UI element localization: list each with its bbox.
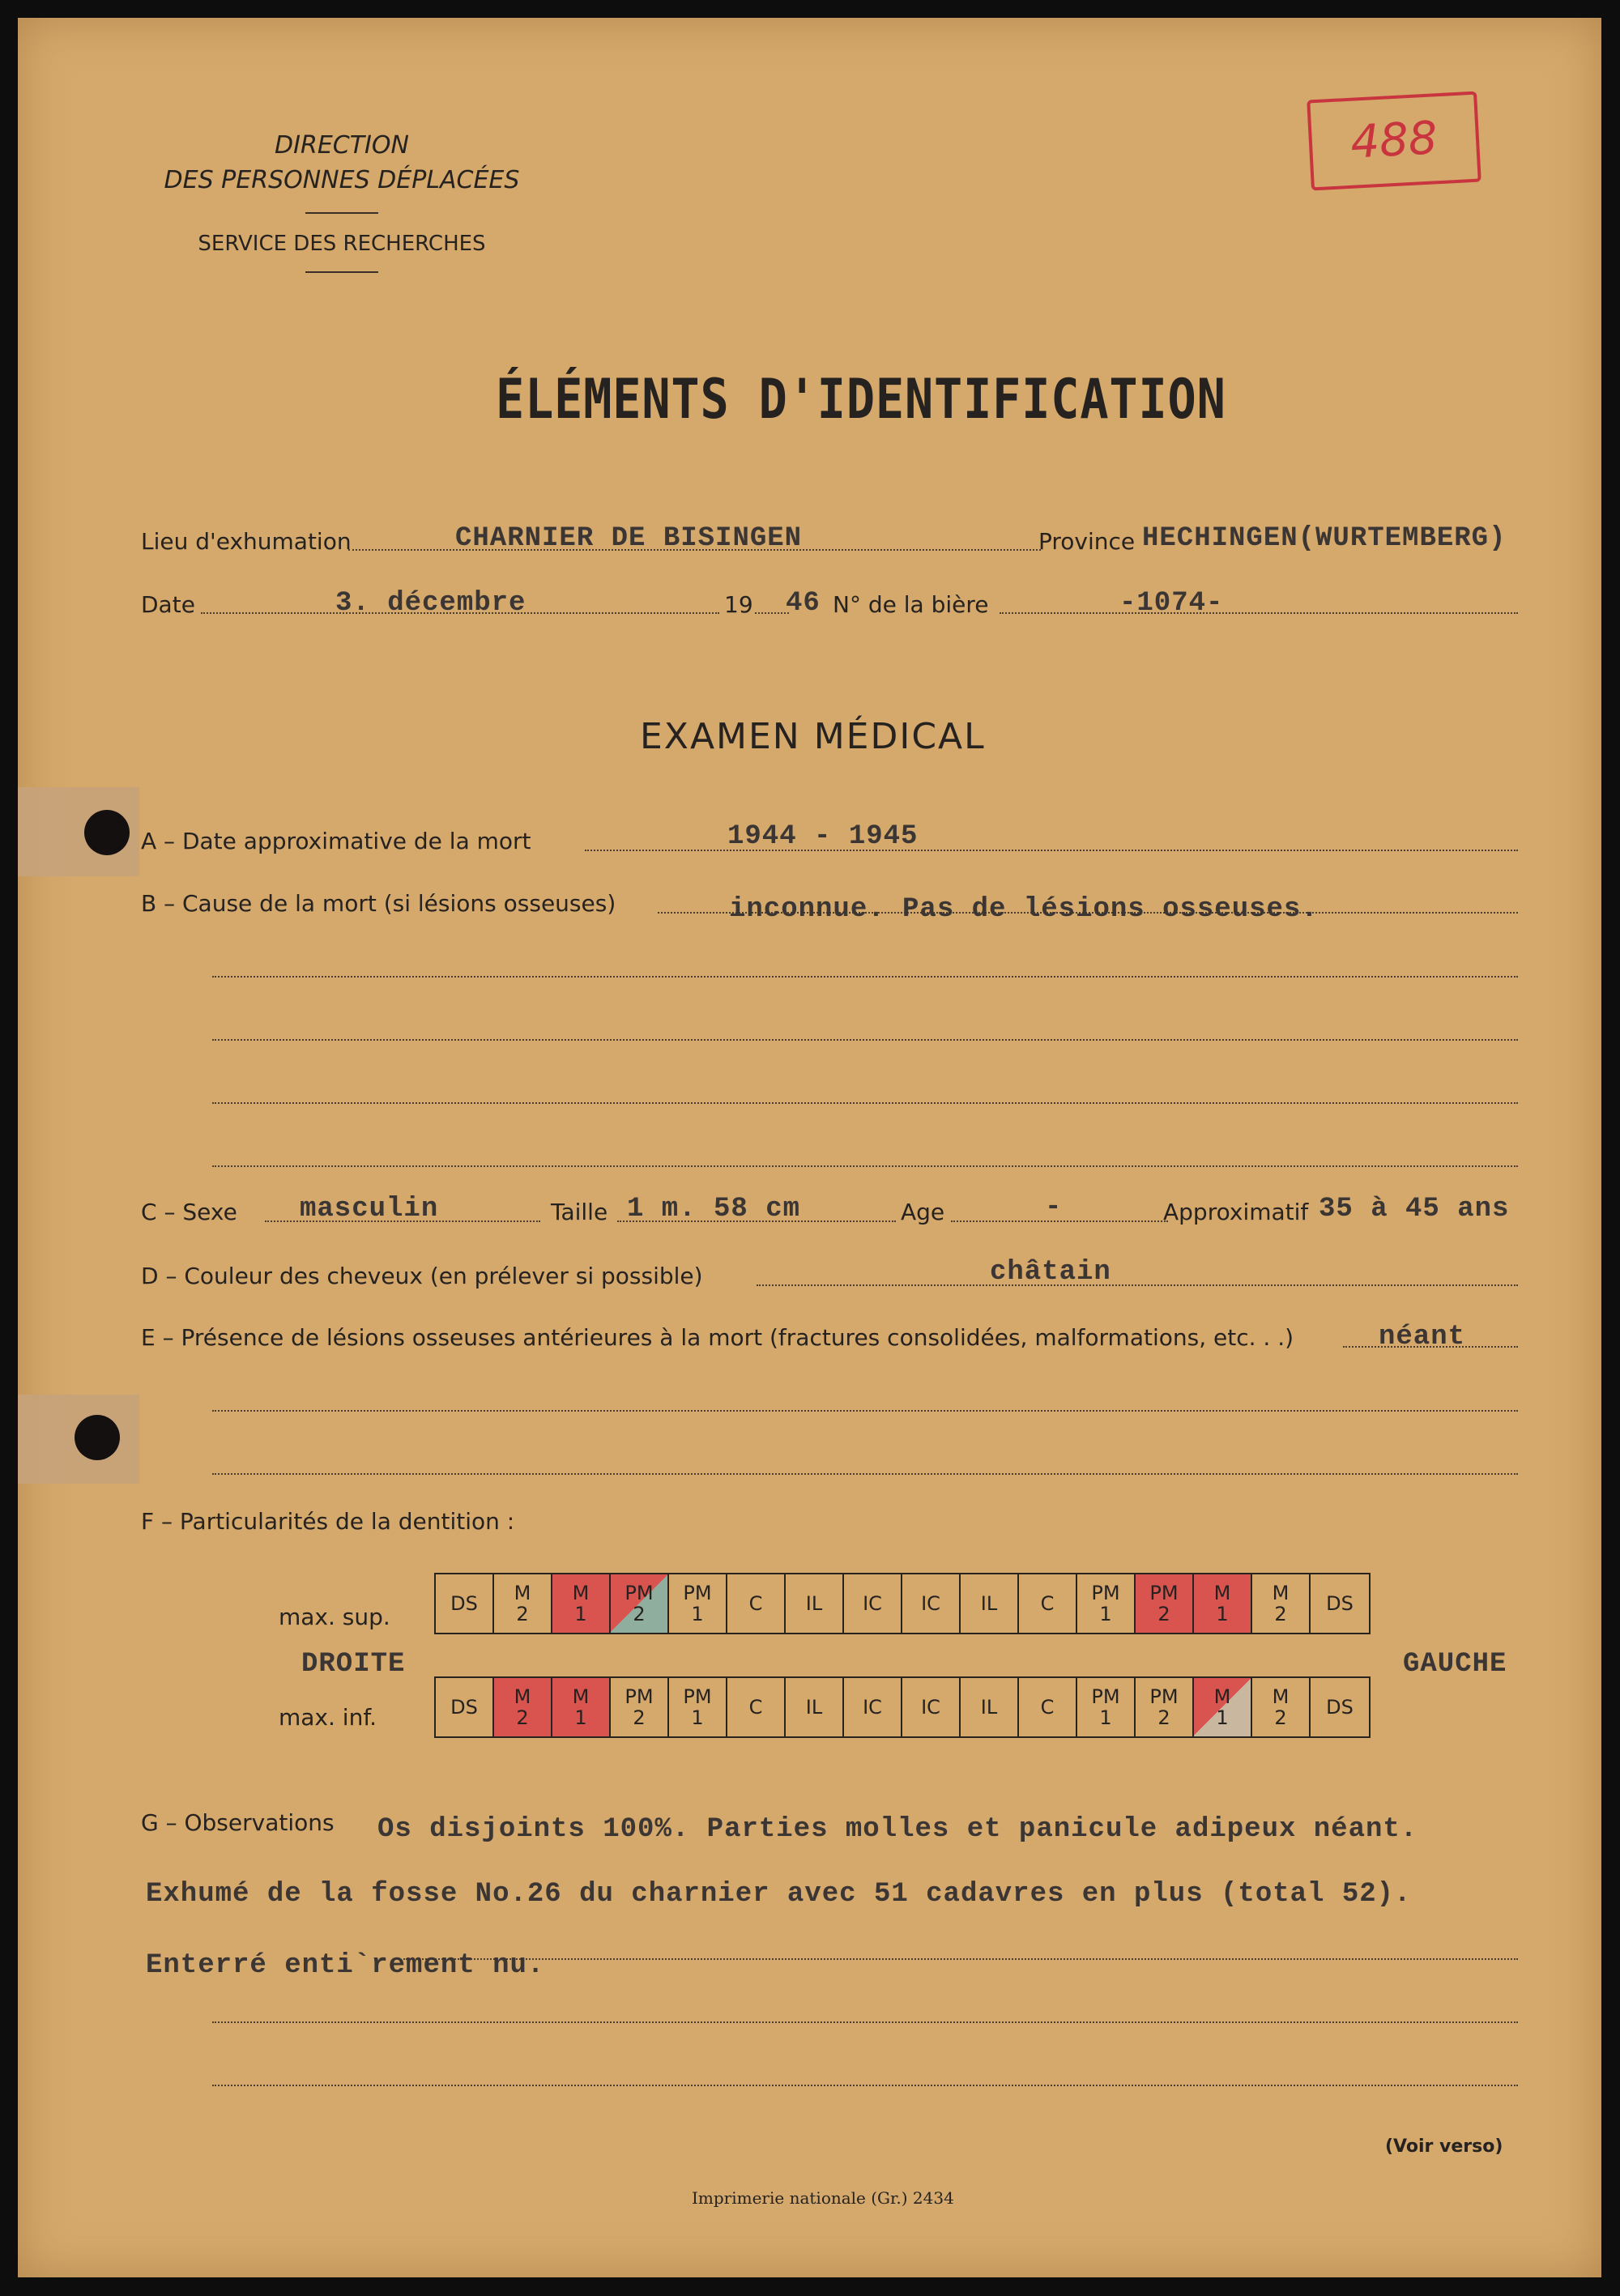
province-label: Province	[1038, 528, 1136, 555]
tooth-cell	[611, 1678, 669, 1736]
tooth-cell	[1136, 1574, 1194, 1633]
tooth-cell	[1019, 1574, 1077, 1633]
tooth-type: IL	[805, 1695, 823, 1719]
tooth-type: IC	[921, 1695, 940, 1719]
tooth-number: 1	[691, 1603, 704, 1625]
header-service: SERVICE DES RECHERCHES	[198, 232, 486, 256]
max-inf-label: max. inf.	[279, 1704, 377, 1731]
tooth-cell	[1136, 1678, 1194, 1736]
tooth-cell	[1194, 1678, 1252, 1736]
tooth-type: C	[1040, 1695, 1055, 1719]
upper-teeth-chart	[434, 1573, 1371, 1634]
form-page	[18, 18, 1601, 2277]
tooth-type: PM	[625, 1581, 654, 1604]
tooth-cell	[669, 1678, 727, 1736]
lieu-value: CHARNIER DE BISINGEN	[455, 523, 803, 554]
c-sexe-value: masculin	[300, 1194, 439, 1225]
header-divider	[305, 212, 378, 214]
dotted-line	[212, 2085, 1518, 2086]
tooth-type: PM	[683, 1581, 712, 1604]
tooth-cell	[1311, 1574, 1369, 1633]
tooth-type: DS	[1326, 1695, 1354, 1719]
g-label: G – Observations	[141, 1809, 335, 1836]
tooth-number: 2	[633, 1706, 646, 1729]
tooth-cell	[1194, 1574, 1252, 1633]
f-label: F – Particularités de la dentition :	[141, 1508, 515, 1535]
tooth-cell	[494, 1678, 552, 1736]
tooth-type: M	[514, 1581, 531, 1604]
tooth-cell	[1252, 1574, 1311, 1633]
year-prefix: 19	[724, 591, 753, 618]
tooth-type: DS	[450, 1591, 478, 1615]
tooth-type: PM	[683, 1685, 712, 1708]
tooth-cell	[902, 1678, 961, 1736]
tooth-type: M	[514, 1685, 531, 1708]
biere-value: -1074-	[1119, 588, 1224, 619]
biere-label: N° de la bière	[833, 591, 989, 618]
max-sup-label: max. sup.	[279, 1604, 390, 1630]
tooth-cell	[669, 1574, 727, 1633]
tooth-cell	[552, 1678, 611, 1736]
province-value: HECHINGEN(WURTEMBERG)	[1142, 523, 1507, 554]
tooth-type: C	[1040, 1591, 1055, 1615]
voir-verso: (Voir verso)	[1385, 2136, 1503, 2157]
tooth-cell	[844, 1678, 902, 1736]
tooth-cell	[727, 1678, 786, 1736]
tooth-type: PM	[1091, 1685, 1120, 1708]
g-line3: Enterré enti`rement nu.	[146, 1950, 545, 1981]
tooth-cell	[1077, 1574, 1136, 1633]
tooth-type: PM	[625, 1685, 654, 1708]
tooth-type: IC	[863, 1695, 882, 1719]
droite-label: DROITE	[301, 1649, 406, 1680]
tooth-cell	[436, 1574, 494, 1633]
tooth-cell	[494, 1574, 552, 1633]
c-approx-value: 35 à 45 ans	[1319, 1194, 1510, 1225]
dotted-line	[1000, 612, 1518, 614]
dotted-line	[212, 1473, 1518, 1475]
tooth-type: M	[1213, 1581, 1231, 1604]
tooth-cell	[1311, 1678, 1369, 1736]
punch-hole	[75, 1415, 120, 1460]
header-direction: DIRECTION	[275, 131, 409, 160]
tooth-cell	[727, 1574, 786, 1633]
lower-teeth-chart	[434, 1676, 1371, 1738]
tooth-type: IL	[805, 1591, 823, 1615]
tooth-number: 1	[1099, 1706, 1112, 1729]
tooth-number: 1	[691, 1706, 704, 1729]
tooth-type: M	[1272, 1685, 1290, 1708]
tooth-type: M	[572, 1685, 590, 1708]
tooth-cell	[786, 1574, 844, 1633]
tooth-type: M	[572, 1581, 590, 1604]
tooth-cell	[1019, 1678, 1077, 1736]
c-age-value: -	[1045, 1192, 1063, 1223]
tooth-number: 1	[574, 1603, 587, 1625]
c-taille-value: 1 m. 58 cm	[627, 1194, 801, 1225]
a-label: A – Date approximative de la mort	[141, 828, 531, 854]
d-value: châtain	[990, 1257, 1111, 1288]
tooth-number: 1	[1216, 1603, 1229, 1625]
tooth-cell	[436, 1678, 494, 1736]
tooth-type: PM	[1149, 1685, 1179, 1708]
g-line1: Os disjoints 100%. Parties molles et panicule adipeux néant.	[377, 1814, 1418, 1845]
tooth-type: C	[748, 1591, 763, 1615]
a-value: 1944 - 1945	[727, 821, 919, 852]
imprimerie-footer: Imprimerie nationale (Gr.) 2434	[692, 2188, 954, 2208]
tooth-type: PM	[1091, 1581, 1120, 1604]
dotted-line	[212, 1410, 1518, 1412]
tooth-type: IC	[921, 1591, 940, 1615]
tooth-cell	[961, 1678, 1019, 1736]
b-label: B – Cause de la mort (si lésions osseuses)	[141, 890, 616, 917]
dotted-line	[757, 1284, 1518, 1286]
file-number-stamp: 488	[1307, 92, 1481, 191]
year-value: 46	[786, 588, 821, 619]
header-personnes-deplacees: DES PERSONNES DÉPLACÉES	[164, 166, 520, 194]
tooth-number: 1	[1216, 1706, 1229, 1729]
dotted-line	[212, 976, 1518, 978]
tooth-type: IL	[980, 1695, 998, 1719]
tooth-number: 2	[633, 1603, 646, 1625]
dotted-line	[212, 1102, 1518, 1104]
dotted-line	[212, 1165, 1518, 1167]
tooth-cell	[961, 1574, 1019, 1633]
tooth-number: 2	[516, 1706, 529, 1729]
tooth-cell	[844, 1574, 902, 1633]
tooth-type: DS	[1326, 1591, 1354, 1615]
dotted-line	[212, 1039, 1518, 1041]
tooth-number: 2	[1274, 1603, 1287, 1625]
punch-hole	[84, 810, 130, 855]
dotted-line	[585, 850, 1518, 851]
dotted-line	[403, 1958, 1518, 1960]
tooth-cell	[902, 1574, 961, 1633]
tooth-number: 2	[516, 1603, 529, 1625]
e-value: néant	[1379, 1322, 1466, 1352]
c-approx-label: Approximatif	[1163, 1199, 1309, 1225]
tooth-number: 1	[574, 1706, 587, 1729]
tooth-type: PM	[1149, 1581, 1179, 1604]
tooth-number: 2	[1157, 1603, 1170, 1625]
tooth-type: M	[1272, 1581, 1290, 1604]
dotted-line	[212, 2021, 1518, 2023]
tooth-cell	[1252, 1678, 1311, 1736]
tooth-cell	[552, 1574, 611, 1633]
g-line2: Exhumé de la fosse No.26 du charnier avec 51 cadavres en plus (total 52).	[146, 1879, 1412, 1910]
c-taille-label: Taille	[551, 1199, 608, 1225]
date-label: Date	[141, 591, 195, 618]
tooth-cell	[1077, 1678, 1136, 1736]
tooth-number: 1	[1099, 1603, 1112, 1625]
e-label: E – Présence de lésions osseuses antérieures à la mort (fractures consolidées, malformations, etc. . .)	[141, 1324, 1294, 1351]
date-value: 3. décembre	[335, 588, 526, 619]
form-title: ÉLÉMENTS D'IDENTIFICATION	[496, 368, 1226, 432]
c-age-label: Age	[901, 1199, 945, 1225]
tooth-type: DS	[450, 1695, 478, 1719]
b-value: inconnue. Pas de lésions osseuses.	[729, 894, 1319, 925]
header-divider	[305, 271, 378, 273]
dotted-line	[755, 612, 789, 614]
tooth-type: C	[748, 1695, 763, 1719]
exam-title: EXAMEN MÉDICAL	[640, 716, 986, 757]
tooth-type: M	[1213, 1685, 1231, 1708]
tooth-type: IL	[980, 1591, 998, 1615]
tooth-cell	[611, 1574, 669, 1633]
d-label: D – Couleur des cheveux (en prélever si possible)	[141, 1263, 703, 1289]
tooth-number: 2	[1274, 1706, 1287, 1729]
tooth-number: 2	[1157, 1706, 1170, 1729]
lieu-label: Lieu d'exhumation	[141, 528, 352, 555]
gauche-label: GAUCHE	[1403, 1649, 1507, 1680]
tooth-type: IC	[863, 1591, 882, 1615]
c-sexe-label: C – Sexe	[141, 1199, 237, 1225]
tooth-cell	[786, 1678, 844, 1736]
